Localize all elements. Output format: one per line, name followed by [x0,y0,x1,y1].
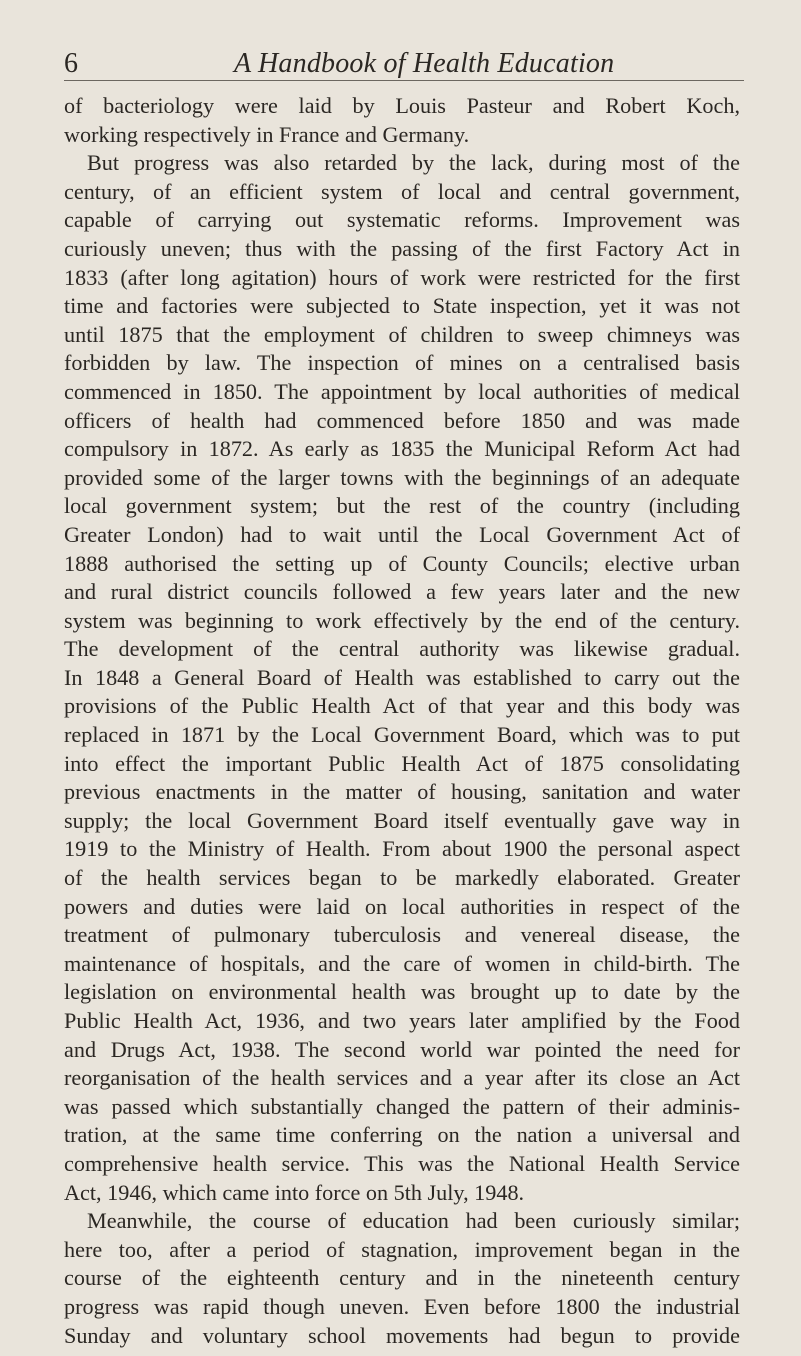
text-line: capable of carrying out systematic reforms. Improvement was [64,207,740,233]
page-number: 6 [64,48,78,79]
text-line: previous enactments in the matter of housing, sanitation and water [64,779,740,805]
text-line: progress was rapid though uneven. Even before 1800 the industrial [64,1293,740,1319]
text-line: of the health services began to be markedly elaborated. Greater [64,865,740,891]
text-line: until 1875 that the employment of children to sweep chimneys was [64,321,740,347]
text-line: comprehensive health service. This was the National Health Service [64,1150,740,1176]
text-line: commenced in 1850. The appointment by local authorities of medical [64,378,740,404]
text-line: tration, at the same time conferring on the nation a universal and [64,1122,740,1148]
text-line: Act, 1946, which came into force on 5th July, 1948. [64,1179,525,1205]
text-line: Meanwhile, the course of education had been curiously similar; [87,1208,740,1234]
text-line: time and factories were subjected to State inspection, yet it was not [64,293,740,319]
text-line: course of the eighteenth century and in the nineteenth century [64,1265,740,1291]
text-line: In 1848 a General Board of Health was established to carry out the [64,664,740,690]
text-line: reorganisation of the health services and a year after its close an Act [64,1065,740,1091]
paragraph-government-reform [64,149,740,1207]
body-text [64,92,740,1350]
text-line: provisions of the Public Health Act of that year and this body was [64,693,740,719]
paragraph-education [64,1207,740,1350]
text-line: into effect the important Public Health Act of 1875 consolidating [64,750,740,776]
text-line: and Drugs Act, 1938. The second world war pointed the need for [64,1036,740,1062]
text-line: was passed which substantially changed the pattern of their adminis- [64,1093,740,1119]
text-line: 1919 to the Ministry of Health. From about 1900 the personal aspect [64,836,740,862]
text-line: maintenance of hospitals, and the care of women in child-birth. The [64,950,740,976]
text-line: replaced in 1871 by the Local Government Board, which was to put [64,722,740,748]
text-line: supply; the local Government Board itself eventually gave way in [64,807,740,833]
text-line: officers of health had commenced before 1850 and was made [64,407,740,433]
running-title: A Handbook of Health Education [234,48,615,79]
paragraph-continuation [64,92,740,149]
text-line: here too, after a period of stagnation, improvement began in the [64,1236,740,1262]
text-line: and rural district councils followed a few years later and the new [64,579,740,605]
text-line: working respectively in France and Germany. [64,121,470,147]
text-line: 1888 authorised the setting up of County Councils; elective urban [64,550,740,576]
page-header [64,40,744,81]
text-line: But progress was also retarded by the lack, during most of the [87,150,740,176]
text-line: compulsory in 1872. As early as 1835 the Municipal Reform Act had [64,436,740,462]
text-line: powers and duties were laid on local authorities in respect of the [64,893,740,919]
text-line: Greater London) had to wait until the Local Government Act of [64,521,740,547]
text-line: forbidden by law. The inspection of mines on a centralised basis [64,350,740,376]
text-line: century, of an efficient system of local and central government, [64,178,740,204]
text-line: Sunday and voluntary school movements had begun to provide [64,1322,740,1348]
text-line: treatment of pulmonary tuberculosis and venereal disease, the [64,922,740,948]
text-line: The development of the central authority was likewise gradual. [64,636,740,662]
text-line: local government system; but the rest of the country (including [64,493,740,519]
text-line: legislation on environmental health was brought up to date by the [64,979,740,1005]
text-line: 1833 (after long agitation) hours of work were restricted for the first [64,264,740,290]
text-line: provided some of the larger towns with the beginnings of an adequate [64,464,740,490]
text-line: system was beginning to work effectively by the end of the century. [64,607,740,633]
text-line: of bacteriology were laid by Louis Pasteur and Robert Koch, [64,93,740,118]
text-line: curiously uneven; thus with the passing of the first Factory Act in [64,235,740,261]
text-line: Public Health Act, 1936, and two years later amplified by the Food [64,1008,740,1033]
